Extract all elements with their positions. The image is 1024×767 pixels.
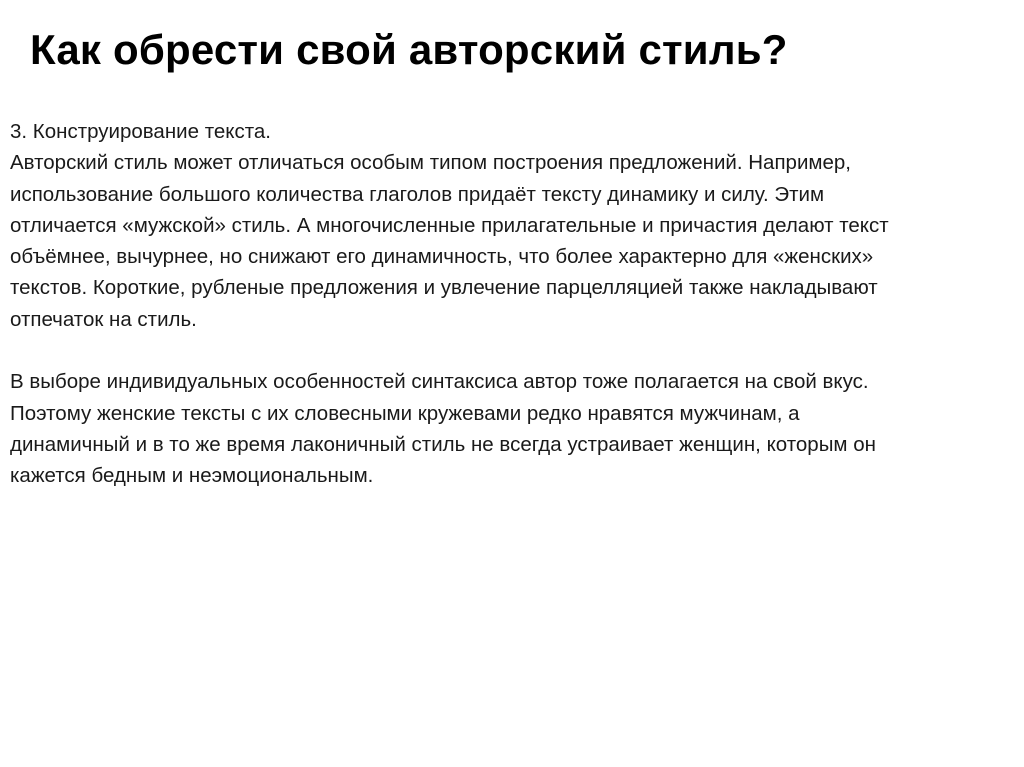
text-line: динамичный и в то же время лаконичный стиль не всегда устраивает женщин, которым он bbox=[10, 432, 876, 456]
text-line: отличается «мужской» стиль. А многочисленные прилагательные и причастия делают текст bbox=[10, 213, 889, 237]
slide-title: Как обрести свой авторский стиль? bbox=[30, 26, 788, 73]
paragraph-author-taste bbox=[10, 366, 1016, 491]
text-line: Авторский стиль может отличаться особым типом построения предложений. Например, bbox=[10, 151, 852, 175]
text-line: использование большого количества глаголов придаёт тексту динамику и силу. Этим bbox=[10, 182, 825, 206]
text-line: текстов. Короткие, рубленые предложения и увлечение парцелляцией также накладывают bbox=[10, 276, 878, 300]
paragraph-spacer bbox=[10, 335, 1016, 366]
paragraph-syntax-construction bbox=[10, 116, 1016, 335]
slide-body bbox=[10, 116, 1016, 492]
text-line: Поэтому женские тексты с их словесными кружевами редко нравятся мужчинам, а bbox=[10, 401, 800, 425]
text-line: В выборе индивидуальных особенностей синтаксиса автор тоже полагается на свой вкус. bbox=[10, 370, 869, 394]
section-heading-line: 3. Конструирование текста. bbox=[10, 120, 271, 143]
text-line: объёмнее, вычурнее, но снижают его динамичность, что более характерно для «женских» bbox=[10, 245, 874, 269]
text-line: кажется бедным и неэмоциональным. bbox=[10, 464, 374, 488]
text-line: отпечаток на стиль. bbox=[10, 307, 197, 331]
